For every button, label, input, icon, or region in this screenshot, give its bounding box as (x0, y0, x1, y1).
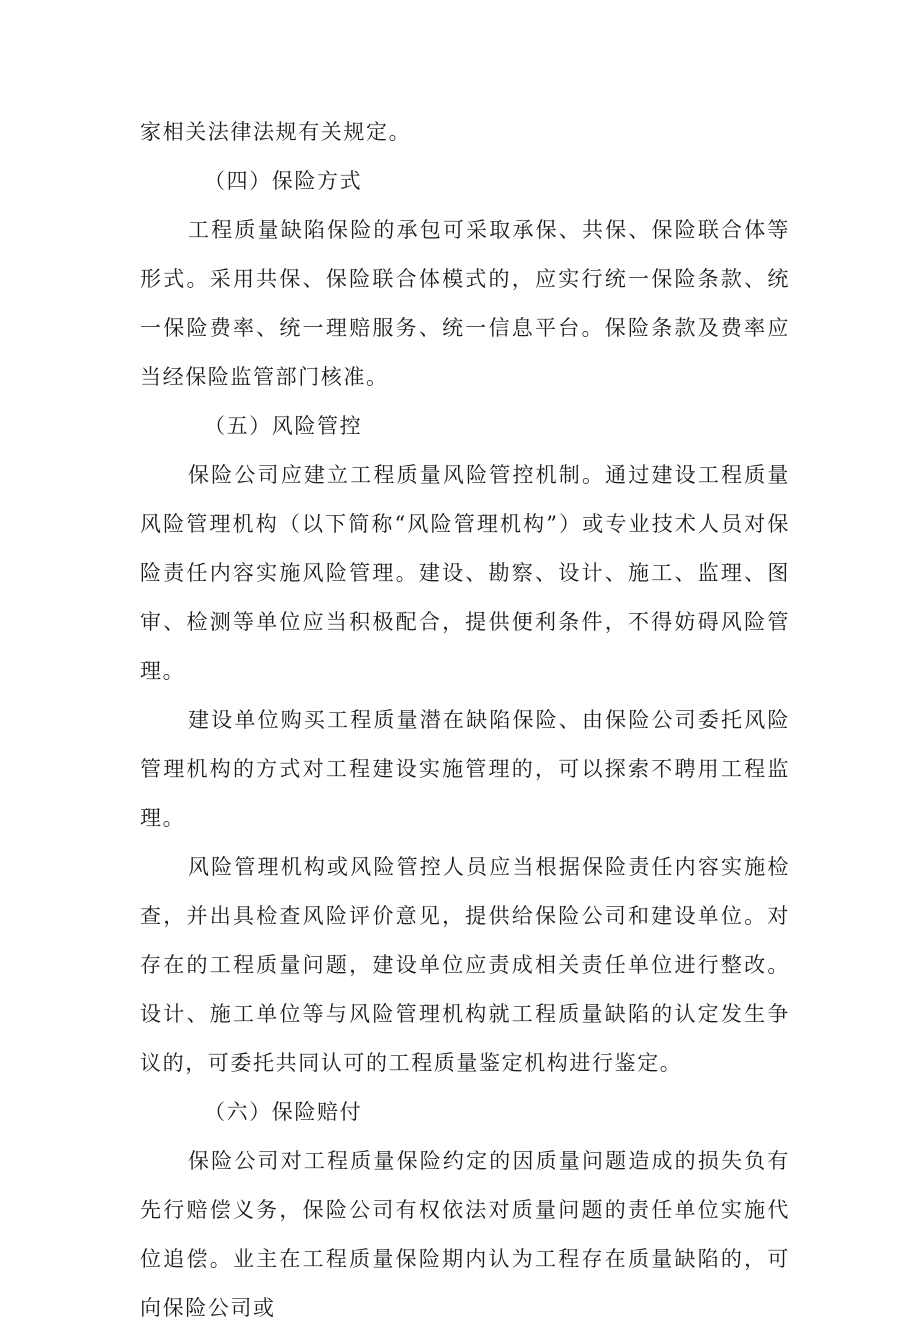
paragraph-insurance-method: 工程质量缺陷保险的承包可采取承保、共保、保险联合体等形式。采用共保、保险联合体模式的，应实行统一保险条款、统一保险费率、统一理赔服务、统一信息平台。保险条款及费率应当经保险监管部门核准。 (140, 218, 790, 389)
paragraph-insurance-compensation: 保险公司对工程质量保险约定的因质量问题造成的损失负有先行赔偿义务，保险公司有权依法对质量问题的责任单位实施代位追偿。业主在工程质量保险期内认为工程存在质量缺陷的，可向保险公司或 (140, 1149, 790, 1320)
paragraph-risk-control-inspection: 风险管理机构或风险管控人员应当根据保险责任内容实施检查，并出具检查风险评价意见，提供给保险公司和建设单位。对存在的工程质量问题，建设单位应责成相关责任单位进行整改。设计、施工单位等与风险管理机构就工程质量缺陷的认定发生争议的，可委托共同认可的工程质量鉴定机构进行鉴定。 (140, 855, 790, 1075)
paragraph-risk-control-supervision: 建设单位购买工程质量潜在缺陷保险、由保险公司委托风险管理机构的方式对工程建设实施管理的，可以探索不聘用工程监理。 (140, 708, 790, 830)
document-page (140, 108, 790, 1333)
section-heading-insurance-method: （四）保险方式 (204, 169, 363, 193)
section-heading-risk-control: （五）风险管控 (204, 414, 363, 438)
paragraph-continued: 家相关法律法规有关规定。 (140, 120, 412, 144)
section-heading-insurance-compensation: （六）保险赔付 (204, 1100, 363, 1124)
paragraph-risk-control-mechanism: 保险公司应建立工程质量风险管控机制。通过建设工程质量风险管理机构（以下简称“风险管理机构”）或专业技术人员对保险责任内容实施风险管理。建设、勘察、设计、施工、监理、图审、检测等单位应当积极配合，提供便利条件，不得妨碍风险管理。 (140, 463, 790, 683)
